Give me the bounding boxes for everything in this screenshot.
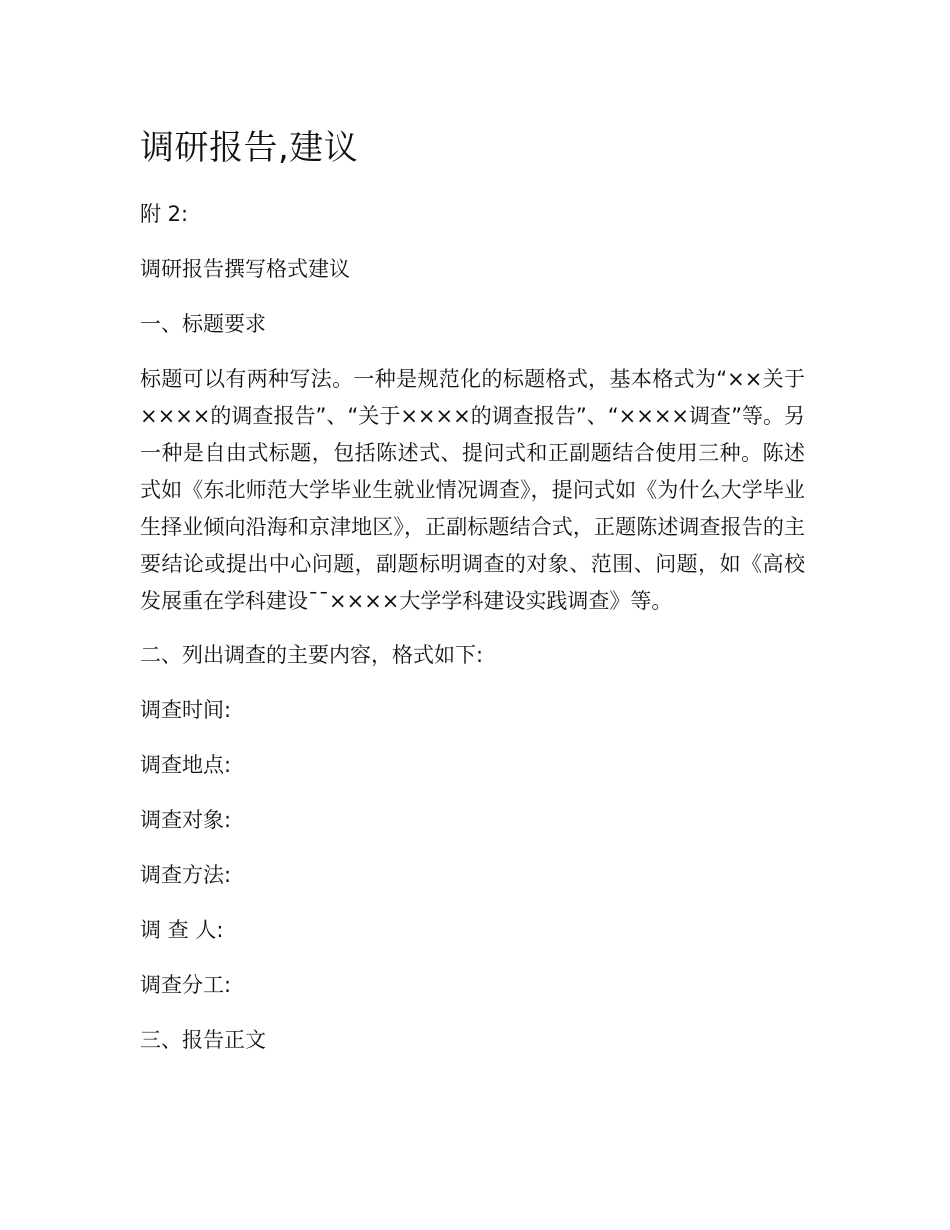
field-survey-method: 调查方法: (140, 863, 232, 887)
document-title: 调研报告,建议 (140, 128, 359, 168)
field-survey-time: 调查时间: (140, 698, 232, 722)
field-surveyor: 调 查 人: (140, 918, 224, 942)
attachment-label: 附 2: (140, 202, 189, 226)
document-content (140, 120, 805, 1077)
field-survey-subject: 调查对象: (140, 808, 232, 832)
field-survey-location: 调查地点: (140, 753, 232, 777)
document-subtitle: 调研报告撰写格式建议 (140, 257, 350, 281)
section-3-heading: 三、报告正文 (140, 1028, 266, 1052)
field-task-division: 调查分工: (140, 973, 232, 997)
section-1-heading: 一、标题要求 (140, 312, 266, 336)
section-1-body: 标题可以有两种写法。一种是规范化的标题格式，基本格式为“××关于××××的调查报告”、“关于××××的调查报告”、“××××调查”等。另一种是自由式标题，包括陈述式、提问式和正副题结合使用三种。陈述式如《东北师范大学毕业生就业情况调查》，提问式如《为什么大学毕业生择业倾向沿海和京津地区》，正副标题结合式，正题陈述调查报告的主要结论或提出中心问题，副题标明调查的对象、范围、问题，如《高校发展重在学科建设¯¯××××大学学科建设实践调查》等。 (140, 367, 805, 613)
section-2-heading: 二、列出调查的主要内容，格式如下: (140, 643, 484, 667)
